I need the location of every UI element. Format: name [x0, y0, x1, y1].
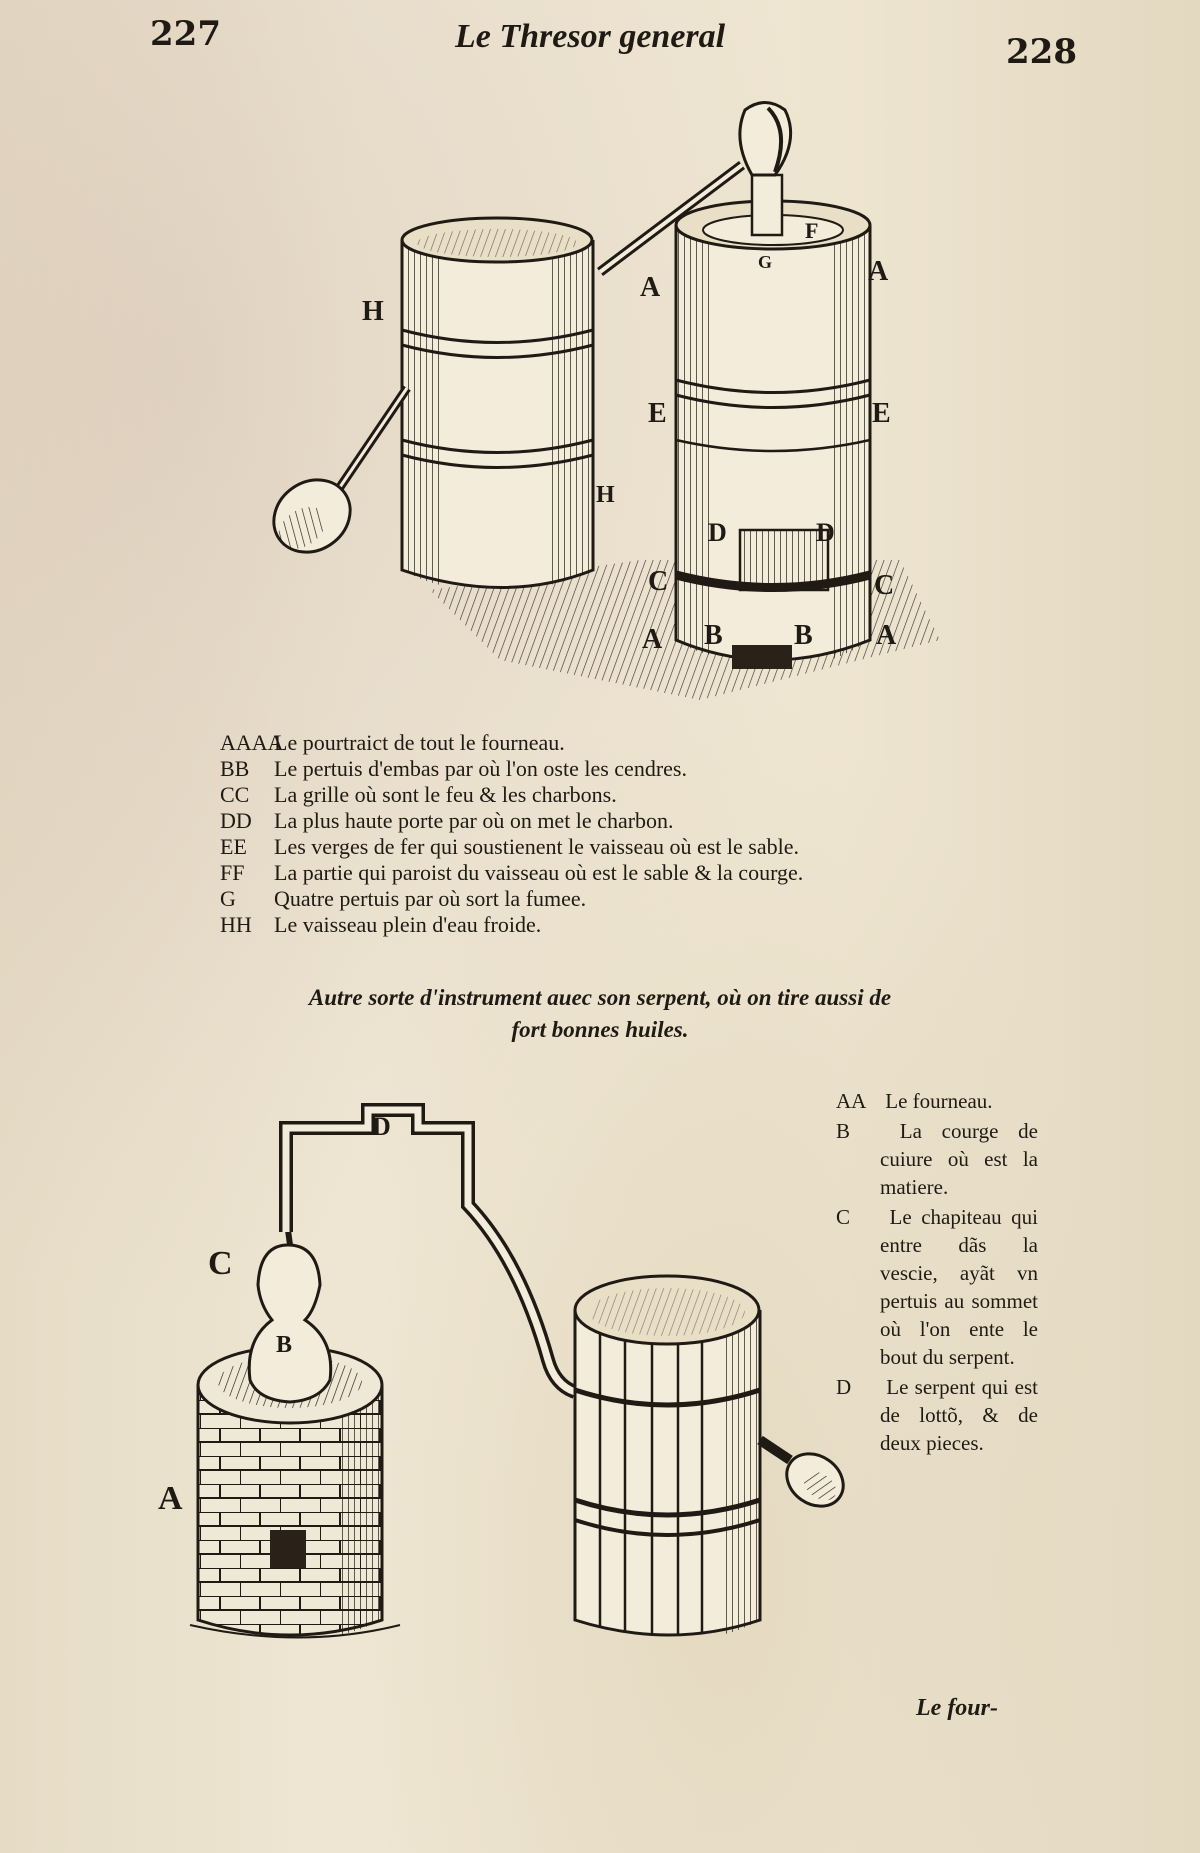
furnace-tower	[676, 175, 870, 669]
side-legend-item: D Le serpent qui est de lottõ, & de deux pieces.	[836, 1375, 1039, 1455]
fig2-label-b: B	[276, 1332, 293, 1358]
folio-left: 227	[150, 14, 221, 54]
legend-row: G Quatre pertuis par où sort la fumee.	[220, 886, 587, 911]
cooling-vessel	[402, 218, 593, 588]
fig1-label-e-left: E	[648, 398, 667, 429]
figure-2-caption-line-1: Autre sorte d'instrument auec son serpent, où on tire aussi de	[308, 985, 892, 1010]
figure-2-side-legend	[836, 1087, 1039, 1459]
legend-row: BB Le pertuis d'embas par où l'on oste les cendres.	[220, 756, 687, 781]
legend-row: FF La partie qui paroist du vaisseau où est le sable & la courge.	[220, 860, 804, 885]
fig1-label-b-right: B	[794, 620, 813, 651]
fig1-label-b-left: B	[704, 620, 723, 651]
side-legend-item: C Le chapiteau qui entre dãs la vescie, ayãt vn pertuis au sommet où l'on ente le bout du serpent.	[836, 1205, 1039, 1369]
side-legend-item: B La courge de cuiure où est la matiere.	[836, 1119, 1039, 1199]
fig2-label-c: C	[208, 1245, 233, 1282]
fig1-label-f: F	[805, 218, 819, 243]
folio-right: 228	[1006, 32, 1077, 72]
legend-row: EE Les verges de fer qui soustienent le vaisseau où est le sable.	[220, 834, 799, 859]
figure-2-serpent-still-illustration	[190, 1110, 853, 1638]
catchword: Le four-	[916, 1695, 998, 1721]
fig1-label-d-right: D	[816, 518, 835, 547]
figure-2-caption-line-2: fort bonnes huiles.	[511, 1017, 689, 1042]
legend-row: CC La grille où sont le feu & les charbons.	[220, 782, 617, 807]
legend-row: DD La plus haute porte par où on met le charbon.	[220, 808, 674, 833]
fig2-label-d: D	[372, 1112, 391, 1141]
fig1-label-a-top-left: A	[640, 272, 661, 303]
running-title: Le Thresor general	[455, 18, 726, 55]
wooden-cooling-barrel	[575, 1276, 853, 1636]
fig1-label-a-bottom-left: A	[642, 624, 663, 655]
side-legend-item: AA Le fourneau.	[836, 1089, 993, 1113]
fig1-label-c-right: C	[874, 570, 895, 601]
fig1-label-g: G	[758, 252, 773, 272]
fig1-label-a-bottom-right: A	[876, 620, 897, 651]
legend-row: AAAALe pourtraict de tout le fourneau.	[220, 730, 565, 755]
fig1-label-c-left: C	[648, 566, 669, 597]
fig2-label-a: A	[158, 1480, 183, 1517]
fig1-label-a-top-right: A	[868, 256, 889, 287]
fig1-label-h-left: H	[362, 296, 384, 327]
legend-row: HH Le vaisseau plein d'eau froide.	[220, 912, 542, 937]
fig1-label-h-right: H	[596, 482, 615, 508]
fig1-label-d-left: D	[708, 518, 727, 547]
fig1-label-e-right: E	[872, 398, 891, 429]
gourd-retort	[249, 1230, 330, 1402]
